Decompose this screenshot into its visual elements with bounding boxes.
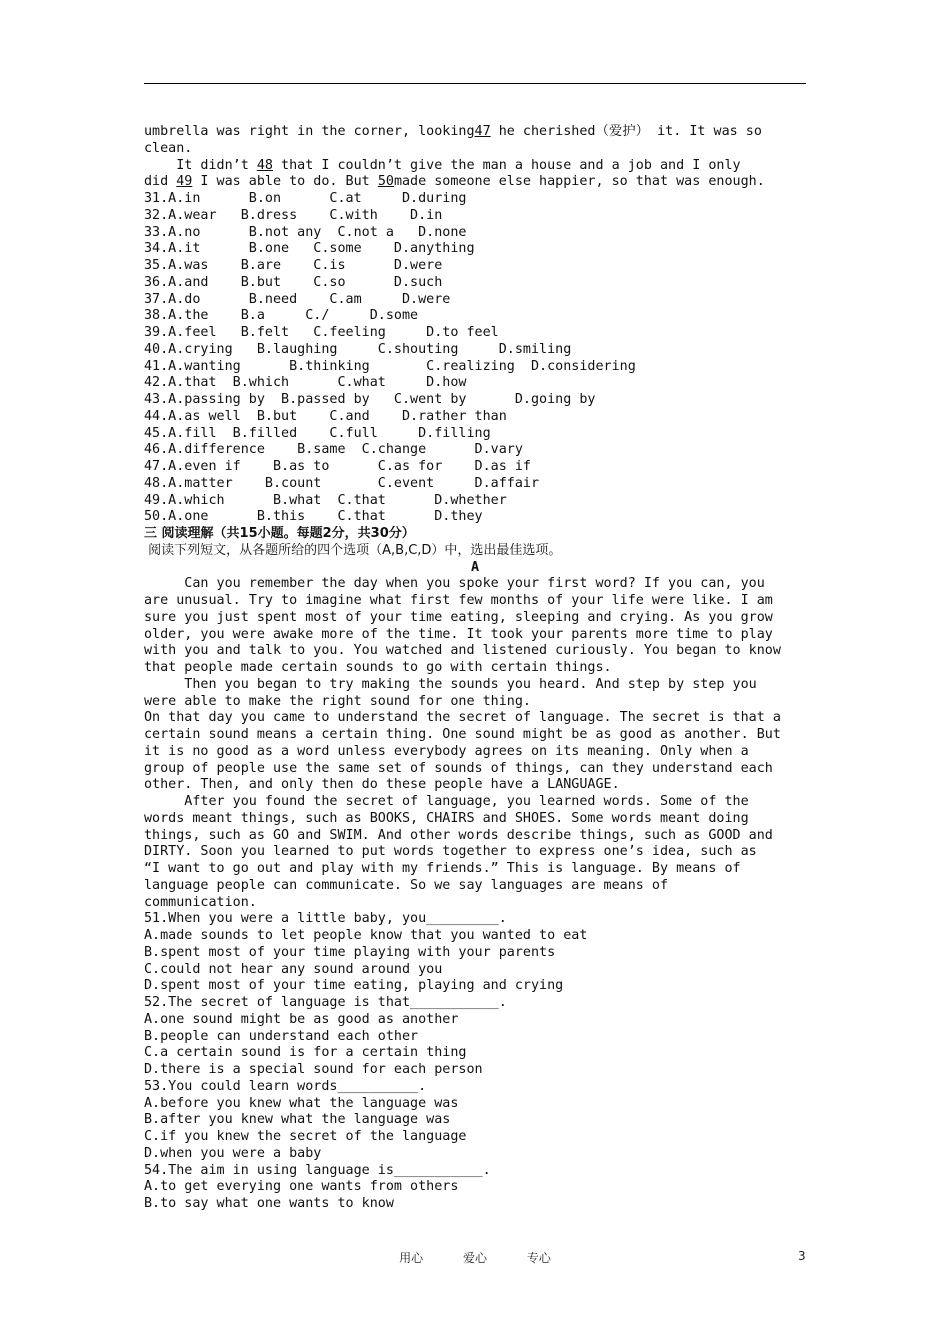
cloze-tail-line-1 [144, 124, 806, 141]
passage-line: it is no good as a word unless everybody agrees on its meaning. Only when a [144, 743, 749, 759]
question-line: A.made sounds to let people know that you wanted to eat [144, 928, 588, 943]
cloze-option-row: 40.A.crying B.laughing C.shouting D.smiling [144, 341, 572, 357]
cloze-option-row: 44.A.as well B.but C.and D.rather than [144, 408, 507, 424]
passage-line: communication. [144, 894, 257, 910]
text: I was able to do. But [192, 174, 378, 190]
passage-line: with you and talk to you. You watched and listened curiously. You began to know [144, 643, 781, 659]
passage-line: After you found the secret of language, you learned words. Some of the [144, 794, 749, 809]
question-line: D.when you were a baby [144, 1145, 322, 1161]
question-line: B.to say what one wants to know [144, 1196, 394, 1211]
cloze-tail-line-4 [144, 174, 806, 191]
question-line: A.to get everying one wants from others [144, 1179, 459, 1195]
cloze-tail-line-3 [144, 158, 806, 175]
page-footer [0, 1249, 950, 1266]
cloze-option-row: 35.A.was B.are C.is D.were [144, 258, 443, 273]
cloze-option-row: 31.A.in B.on C.at D.during [144, 191, 467, 206]
passage-line: words meant things, such as BOOKS, CHAIRS and SHOES. Some words meant doing [144, 810, 749, 826]
footer-word: 专心 [526, 1251, 551, 1265]
passage-line: group of people use the same set of sounds of things, can they understand each [144, 760, 773, 776]
question-list [144, 911, 806, 1213]
cloze-option-row: 36.A.and B.but C.so D.such [144, 274, 443, 290]
passage-line: things, such as GO and SWIM. And other words describe things, such as GOOD and [144, 827, 773, 843]
passage-label: A [470, 559, 480, 575]
cloze-option-row: 39.A.feel B.felt C.feeling D.to feel [144, 325, 499, 340]
passage-line: are unusual. Try to imagine what first few months of your life were like. I am [144, 593, 773, 608]
passage-line: “I want to go out and play with my friends.” This is language. By means of [144, 861, 741, 876]
cloze-option-row: 50.A.one B.this C.that D.they [144, 509, 483, 525]
passage-line: sure you just spent most of your time eating, sleeping and crying. As you grow [144, 609, 773, 625]
passage-a [144, 576, 806, 911]
section-heading: 三 阅读理解（共15小题。每题2分，共30分） [144, 526, 415, 541]
cloze-option-row: 32.A.wear B.dress C.with D.in [144, 207, 443, 223]
question-line: B.after you knew what the language was [144, 1112, 451, 1128]
cloze-option-row: 45.A.fill B.filled C.full D.filling [144, 425, 491, 441]
cloze-option-row: 48.A.matter B.count C.event D.affair [144, 475, 540, 491]
question-line: C.a certain sound is for a certain thing [144, 1045, 467, 1061]
footer-word: 用心 [399, 1251, 424, 1265]
section-instruction: 阅读下列短文，从各题所给的四个选项（A,B,C,D）中，选出最佳选项。 [144, 542, 562, 558]
passage-line: Can you remember the day when you spoke your first word? If you can, you [144, 576, 765, 592]
question-line: 51.When you were a little baby, you_________. [144, 911, 507, 927]
passage-line: older, you were awake more of the time. It took your parents more time to play [144, 626, 773, 642]
passage-line: language people can communicate. So we say languages are means of [144, 877, 669, 893]
cloze-option-row: 38.A.the B.a C./ D.some [144, 308, 419, 324]
cloze-option-row: 47.A.even if B.as to C.as for D.as if [144, 459, 531, 474]
passage-line: were able to make the right sound for one thing. [144, 693, 531, 709]
question-line: C.if you knew the secret of the language [144, 1129, 467, 1144]
question-line: 53.You could learn words__________. [144, 1078, 427, 1094]
cloze-option-row: 33.A.no B.not any C.not a D.none [144, 224, 467, 240]
footer-word: 爱心 [462, 1251, 487, 1265]
question-line: D.there is a special sound for each person [144, 1062, 483, 1077]
text: did [144, 174, 177, 190]
blank-48: 48 [256, 157, 273, 173]
cloze-option-row: 34.A.it B.one C.some D.anything [144, 241, 475, 257]
blank-50: 50 [377, 174, 394, 190]
text: that I couldn’t give the man a house and a job and I only [273, 157, 741, 173]
passage-line: that people made certain sounds to go with certain things. [144, 660, 612, 675]
passage-line: On that day you came to understand the secret of language. The secret is that a [144, 710, 781, 726]
page-content [144, 124, 806, 1213]
question-line: A.one sound might be as good as another [144, 1011, 459, 1027]
question-line: 54.The aim in using language is___________. [144, 1162, 491, 1178]
question-line: B.spent most of your time playing with your parents [144, 944, 556, 960]
question-line: D.spent most of your time eating, playing and crying [144, 978, 564, 994]
cloze-option-row: 43.A.passing by B.passed by C.went by D.going by [144, 392, 596, 407]
page-number: 3 [798, 1249, 806, 1263]
text: he cherished（爱护） it. It was so [490, 124, 762, 139]
question-line: C.could not hear any sound around you [144, 961, 443, 977]
passage-line: Then you began to try making the sounds you heard. And step by step you [144, 676, 757, 692]
blank-47: 47 [474, 124, 491, 139]
passage-line: certain sound means a certain thing. One sound might be as good as another. But [144, 727, 781, 742]
passage-line: other. Then, and only then do these people have a LANGUAGE. [144, 777, 620, 793]
cloze-options-list [144, 191, 806, 526]
cloze-option-row: 46.A.difference B.same C.change D.vary [144, 442, 523, 458]
cloze-tail-line-2: clean. [144, 140, 193, 156]
question-line: B.people can understand each other [144, 1028, 419, 1044]
question-line: A.before you knew what the language was [144, 1095, 459, 1111]
cloze-option-row: 41.A.wanting B.thinking C.realizing D.considering [144, 358, 636, 374]
cloze-option-row: 42.A.that B.which C.what D.how [144, 375, 467, 391]
cloze-option-row: 37.A.do B.need C.am D.were [144, 291, 451, 307]
text: made someone else happier, so that was enough. [393, 174, 765, 190]
text: umbrella was right in the corner, looking [144, 124, 475, 139]
passage-line: DIRTY. Soon you learned to put words together to express one’s idea, such as [144, 844, 757, 860]
blank-49: 49 [176, 174, 193, 190]
text: It didn’t [144, 157, 257, 173]
cloze-option-row: 49.A.which B.what C.that D.whether [144, 492, 507, 508]
header-rule [144, 83, 806, 84]
question-line: 52.The secret of language is that___________. [144, 995, 507, 1010]
